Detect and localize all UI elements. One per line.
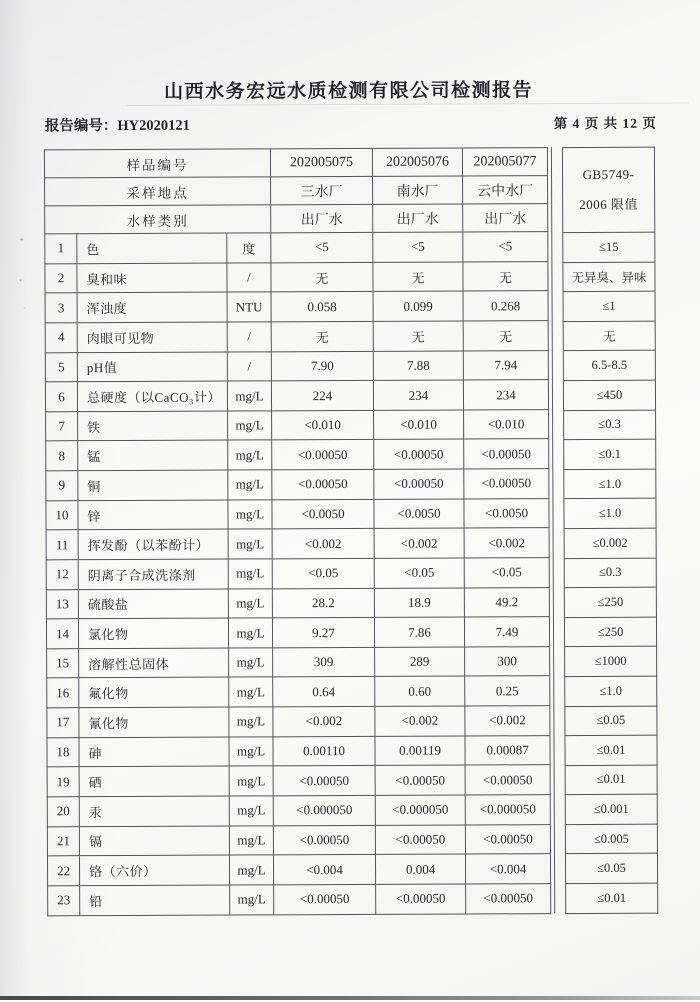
limit-value-cell: ≤0.3 (564, 410, 656, 440)
limit-value-cell: ≤0.01 (565, 765, 657, 795)
limit-row (563, 262, 655, 292)
sample1-value-cell: <0.002 (272, 529, 374, 559)
limit-row (565, 794, 657, 824)
unit-cell: mg/L (228, 470, 272, 500)
row-number-cell: 19 (47, 767, 79, 797)
parameter-name-cell: 阴离子合成洗涤剂 (78, 559, 228, 589)
table-row (47, 795, 550, 827)
sample2-value-cell: 0.00119 (375, 736, 465, 766)
scan-speck (24, 307, 26, 308)
limit-row (563, 291, 655, 321)
limit-row (563, 380, 655, 410)
row-number-cell: 9 (46, 471, 78, 501)
row-number-cell: 5 (45, 352, 77, 382)
limit-value-cell: ≤250 (564, 617, 656, 647)
sample3-value-cell: 7.94 (463, 350, 548, 380)
sample1-value-cell: <0.00050 (274, 884, 376, 914)
parameter-name-cell: 锰 (78, 441, 228, 471)
row-number-cell: 22 (47, 856, 79, 886)
limit-value-cell: ≤1.0 (565, 676, 657, 706)
limit-column (562, 147, 658, 914)
sample1-value-cell: <0.002 (273, 707, 375, 737)
table-row (46, 498, 549, 530)
row-number-cell: 17 (47, 708, 79, 738)
parameter-name-cell: 浑浊度 (77, 292, 227, 322)
sample1-value-cell: 0.00110 (273, 736, 375, 766)
report-meta-row (45, 112, 657, 136)
unit-cell: mg/L (229, 677, 273, 707)
sample2-value-cell: 无 (373, 321, 463, 351)
sample1-value-cell: 309 (273, 647, 375, 677)
page-title: 山西水务宏远水质检测有限公司检测报告 (164, 80, 534, 103)
limit-header-line2: 2006 限值 (579, 196, 639, 212)
sample2-value-cell: <0.00050 (374, 469, 464, 499)
limit-row (564, 587, 656, 617)
unit-cell: mg/L (228, 559, 272, 589)
limit-value-cell: ≤0.05 (565, 854, 657, 884)
parameter-name-cell: 色 (77, 233, 227, 263)
table-row (45, 291, 548, 323)
table-row (45, 321, 548, 353)
limit-value-cell: ≤1000 (565, 646, 657, 676)
limit-row (564, 469, 656, 499)
sample2-value-cell: <0.010 (374, 410, 464, 440)
sample2-value-cell: <0.05 (374, 558, 464, 588)
sample3-value-cell: 300 (465, 646, 550, 676)
table-row (47, 854, 550, 886)
limit-row (565, 854, 657, 884)
sample2-value-cell: 无 (373, 262, 463, 292)
unit-cell: mg/L (228, 588, 272, 618)
limit-value-cell: 6.5-8.5 (563, 351, 655, 381)
results-table (44, 147, 551, 916)
unit-cell: mg/L (228, 618, 272, 648)
sample3-value-cell: <5 (463, 232, 548, 262)
unit-cell: mg/L (228, 411, 272, 441)
sample1-value-cell: 28.2 (272, 588, 374, 618)
limit-header-line1: GB5749- (582, 166, 635, 182)
parameter-name-cell: 汞 (79, 796, 229, 826)
table-row (47, 765, 550, 797)
sampling-site-cell: 南水厂 (373, 176, 463, 204)
unit-cell: / (227, 263, 271, 293)
parameter-name-cell: 铅 (80, 885, 230, 915)
unit-cell: mg/L (229, 825, 273, 855)
limit-value-cell: ≤0.3 (564, 558, 656, 588)
limit-row (565, 706, 657, 736)
sample1-value-cell: 无 (271, 321, 373, 351)
limit-value-cell: 无 (563, 321, 655, 351)
sample2-value-cell: 234 (373, 380, 463, 410)
limit-value-cell: 无异臭、异味 (563, 262, 655, 292)
table-row (45, 261, 548, 293)
parameter-name-cell: 铜 (78, 470, 228, 500)
limit-value-cell: ≤1.0 (564, 469, 656, 499)
sample3-value-cell: 0.00087 (465, 735, 550, 765)
table-row (45, 350, 548, 382)
sample1-value-cell: <0.0050 (272, 499, 374, 529)
table-row (47, 735, 550, 767)
parameter-name-cell: 挥发酚（以苯酚计） (78, 529, 228, 559)
row-number-cell: 7 (46, 412, 78, 442)
limit-value-cell: ≤0.005 (565, 824, 657, 854)
row-number-cell: 6 (45, 382, 77, 412)
sample3-value-cell: <0.004 (465, 854, 550, 884)
sample3-value-cell: 无 (463, 261, 548, 291)
sample2-value-cell: 0.099 (373, 291, 463, 321)
table-row (46, 469, 549, 501)
header-label-cell: 采样地点 (45, 177, 271, 206)
sample3-value-cell: <0.00050 (465, 824, 550, 854)
table-row (46, 587, 549, 619)
unit-cell: mg/L (227, 381, 271, 411)
sample2-value-cell: 7.88 (373, 351, 463, 381)
sample1-value-cell: <0.05 (272, 558, 374, 588)
limit-row (565, 735, 657, 765)
table-row (46, 617, 549, 649)
sample3-value-cell: 0.25 (465, 676, 550, 706)
sample2-value-cell: 0.60 (375, 676, 465, 706)
table-row (47, 824, 550, 856)
header-label-cell: 水样类别 (45, 205, 271, 234)
limit-value-cell: ≤0.01 (566, 883, 658, 913)
limit-row (565, 676, 657, 706)
parameter-name-cell: 硫酸盐 (78, 589, 228, 619)
limit-row (563, 351, 655, 381)
sample2-value-cell: 7.86 (374, 617, 464, 647)
row-number-cell: 23 (48, 886, 80, 916)
row-number-cell: 12 (46, 560, 78, 590)
sample1-value-cell: <5 (271, 233, 373, 263)
row-number-cell: 20 (47, 797, 79, 827)
parameter-name-cell: 镉 (79, 826, 229, 856)
table-row (47, 646, 550, 678)
limit-table (562, 147, 658, 914)
sample1-value-cell: <0.00050 (273, 766, 375, 796)
header-label-cell: 样品编号 (44, 149, 270, 178)
unit-cell: mg/L (228, 440, 272, 470)
unit-cell: / (227, 351, 271, 381)
limit-row (565, 824, 657, 854)
row-number-cell: 13 (46, 589, 78, 619)
row-number-cell: 14 (46, 619, 78, 649)
limit-value-cell: ≤0.01 (565, 735, 657, 765)
header-row-sample-type (45, 204, 548, 234)
sample3-value-cell: <0.002 (464, 528, 549, 558)
limit-value-cell: ≤450 (563, 380, 655, 410)
sample3-value-cell: 无 (463, 321, 548, 351)
sample1-value-cell: <0.00050 (272, 440, 374, 470)
limit-value-cell: ≤0.002 (564, 528, 656, 558)
sample2-value-cell: <0.002 (375, 706, 465, 736)
row-number-cell: 16 (47, 678, 79, 708)
limit-row (564, 558, 656, 588)
sample3-value-cell: 7.49 (464, 617, 549, 647)
scan-speck (20, 238, 23, 240)
row-number-cell: 3 (45, 293, 77, 323)
parameter-name-cell: 铁 (78, 411, 228, 441)
table-row (46, 439, 549, 471)
sample1-value-cell: 224 (271, 381, 373, 411)
sample1-value-cell: <0.010 (272, 410, 374, 440)
sampling-site-cell: 云中水厂 (463, 176, 548, 204)
report-number: 报告编号：HY2020121 (44, 117, 190, 135)
limit-row (564, 528, 656, 558)
unit-cell: / (227, 322, 271, 352)
limit-header-cell (562, 147, 654, 232)
sample-type-cell: 出厂水 (373, 204, 463, 232)
unit-cell: mg/L (229, 737, 273, 767)
row-number-cell: 18 (47, 737, 79, 767)
sample2-value-cell: 289 (375, 647, 465, 677)
sample3-value-cell: 234 (463, 380, 548, 410)
table-row (46, 528, 549, 560)
parameter-name-cell: 砷 (79, 737, 229, 767)
sample3-value-cell: <0.002 (465, 706, 550, 736)
sample2-value-cell: <0.00050 (374, 439, 464, 469)
sample1-value-cell: 无 (271, 262, 373, 292)
sample1-value-cell: <0.004 (274, 855, 376, 885)
sample3-value-cell: <0.000050 (465, 795, 550, 825)
sample2-value-cell: <0.00050 (376, 884, 466, 914)
sample1-value-cell: 7.90 (271, 351, 373, 381)
parameter-name-cell: 铬（六价） (79, 855, 229, 885)
row-number-cell: 15 (47, 649, 79, 679)
limit-row (563, 232, 655, 262)
sample3-value-cell: <0.00050 (466, 883, 551, 913)
table-row (46, 409, 549, 441)
sample2-value-cell: <0.0050 (374, 499, 464, 529)
limit-value-cell: ≤0.1 (564, 439, 656, 469)
sample2-value-cell: <5 (373, 232, 463, 262)
sample-id-cell: 202005076 (372, 148, 462, 176)
row-number-cell: 21 (47, 826, 79, 856)
row-number-cell: 2 (45, 263, 77, 293)
limit-value-cell: ≤0.05 (565, 706, 657, 736)
parameter-name-cell: 氰化物 (79, 707, 229, 737)
table-row (47, 676, 550, 708)
header-row-sample-id (44, 148, 547, 178)
unit-cell: 度 (227, 233, 271, 263)
scan-speck (19, 279, 21, 281)
row-number-cell: 1 (45, 234, 77, 264)
row-number-cell: 4 (45, 323, 77, 353)
sample3-value-cell: <0.05 (464, 558, 549, 588)
sample2-value-cell: <0.00050 (375, 825, 465, 855)
sample3-value-cell: 49.2 (464, 587, 549, 617)
table-row (46, 558, 549, 590)
row-number-cell: 10 (46, 500, 78, 530)
parameter-name-cell: 锌 (78, 500, 228, 530)
parameter-name-cell: 氯化物 (78, 618, 228, 648)
unit-cell: mg/L (229, 648, 273, 678)
parameter-name-cell: 溶解性总固体 (79, 648, 229, 678)
row-number-cell: 11 (46, 530, 78, 560)
limit-row (564, 499, 656, 529)
sampling-site-cell: 三水厂 (271, 176, 373, 204)
limit-row (565, 765, 657, 795)
table-row (48, 883, 551, 915)
limit-value-cell: ≤15 (563, 232, 655, 262)
sample1-value-cell: <0.000050 (273, 795, 375, 825)
unit-cell: mg/L (229, 855, 273, 885)
header-row-sampling-site (45, 176, 548, 206)
unit-cell: mg/L (229, 707, 273, 737)
results-area (44, 147, 658, 916)
parameter-name-cell: 硒 (79, 766, 229, 796)
sample1-value-cell: 9.27 (272, 618, 374, 648)
sample3-value-cell: <0.00050 (465, 765, 550, 795)
sample2-value-cell: 0.004 (375, 854, 465, 884)
sample-type-cell: 出厂水 (271, 204, 373, 232)
sample3-value-cell: <0.010 (464, 409, 549, 439)
limit-row (564, 439, 656, 469)
limit-row (563, 321, 655, 351)
parameter-name-cell: 肉眼可见物 (77, 322, 227, 352)
sample3-value-cell: <0.00050 (464, 439, 549, 469)
limit-row (564, 410, 656, 440)
table-row (45, 232, 548, 264)
page-indicator: 第 4 页 共 12 页 (553, 115, 657, 132)
unit-cell: mg/L (230, 885, 274, 915)
sample1-value-cell: 0.058 (271, 292, 373, 322)
sample3-value-cell: 0.268 (463, 291, 548, 321)
parameter-name-cell: 臭和味 (77, 263, 227, 293)
unit-cell: mg/L (229, 766, 273, 796)
unit-cell: NTU (227, 292, 271, 322)
sample-type-cell: 出厂水 (463, 204, 548, 232)
limit-value-cell: ≤250 (564, 587, 656, 617)
scan-bottom-edge (0, 996, 700, 1000)
parameter-name-cell: pH值 (77, 352, 227, 382)
sample2-value-cell: <0.002 (374, 528, 464, 558)
unit-cell: mg/L (229, 796, 273, 826)
limit-value-cell: ≤0.001 (565, 794, 657, 824)
limit-row (565, 646, 657, 676)
sample1-value-cell: 0.64 (273, 677, 375, 707)
row-number-cell: 8 (46, 441, 78, 471)
sample2-value-cell: <0.00050 (375, 765, 465, 795)
parameter-name-cell: 氟化物 (79, 678, 229, 708)
sample3-value-cell: <0.00050 (464, 469, 549, 499)
sample-id-cell: 202005075 (270, 148, 372, 176)
sample2-value-cell: <0.000050 (375, 795, 465, 825)
table-row (47, 706, 550, 738)
sample1-value-cell: <0.00050 (272, 470, 374, 500)
sample1-value-cell: <0.00050 (273, 825, 375, 855)
sample3-value-cell: <0.0050 (464, 498, 549, 528)
limit-value-cell: ≤1.0 (564, 499, 656, 529)
sample2-value-cell: 18.9 (374, 588, 464, 618)
limit-row (566, 883, 658, 913)
limit-value-cell: ≤1 (563, 291, 655, 321)
table-row (45, 380, 548, 412)
limit-row (564, 617, 656, 647)
sample-id-cell: 202005077 (462, 148, 547, 176)
limit-header-row (562, 147, 654, 232)
unit-cell: mg/L (228, 529, 272, 559)
unit-cell: mg/L (228, 500, 272, 530)
parameter-name-cell: 总硬度（以CaCO₃计） (77, 381, 227, 411)
